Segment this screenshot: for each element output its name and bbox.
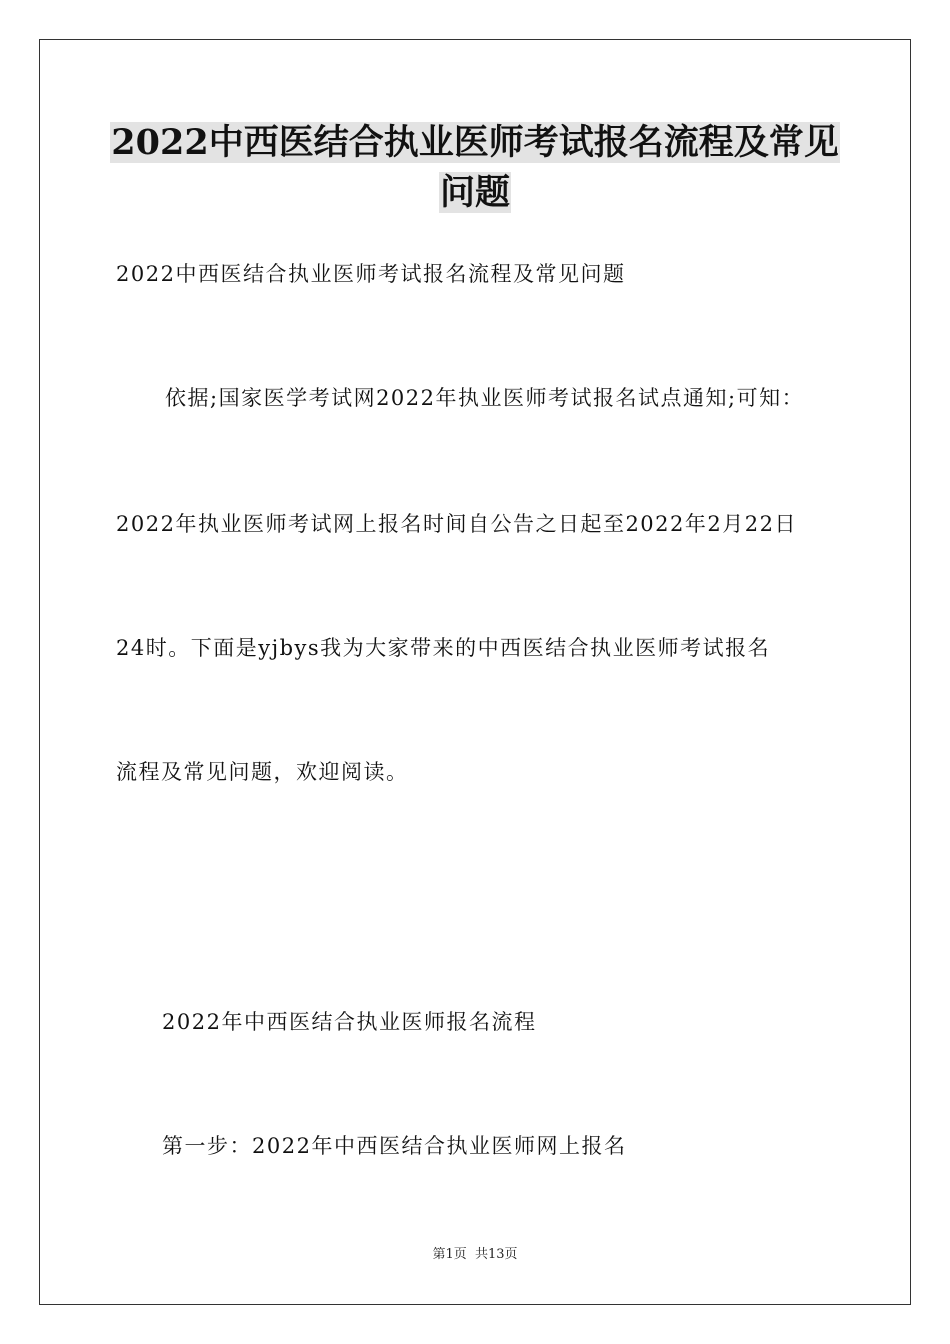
- section-title: 2022年中西医结合执业医师报名流程: [162, 1010, 537, 1034]
- paragraph-line-4: 流程及常见问题，欢迎阅读。: [116, 760, 409, 784]
- title-line-1: 2022中西医结合执业医师考试报名流程及常见: [111, 122, 839, 163]
- paragraph-line-3: 24时。下面是yjbys我为大家带来的中西医结合执业医师考试报名: [116, 636, 771, 660]
- body-heading: 2022中西医结合执业医师考试报名流程及常见问题: [116, 262, 626, 286]
- paragraph-line-1: 依据;国家医学考试网2022年执业医师考试报名试点通知;可知：: [165, 386, 805, 410]
- page-number: 第1页: [432, 1247, 467, 1262]
- paragraph-line-2: 2022年执业医师考试网上报名时间自公告之日起至2022年2月22日: [116, 512, 797, 536]
- title-line-2: 问题: [439, 172, 510, 213]
- step-one-line: 第一步：2022年中西医结合执业医师网上报名: [162, 1134, 627, 1158]
- document-title: [60, 118, 890, 218]
- page-border: [39, 39, 911, 1305]
- page-footer: [0, 1246, 950, 1264]
- page-total: 共13页: [474, 1247, 518, 1262]
